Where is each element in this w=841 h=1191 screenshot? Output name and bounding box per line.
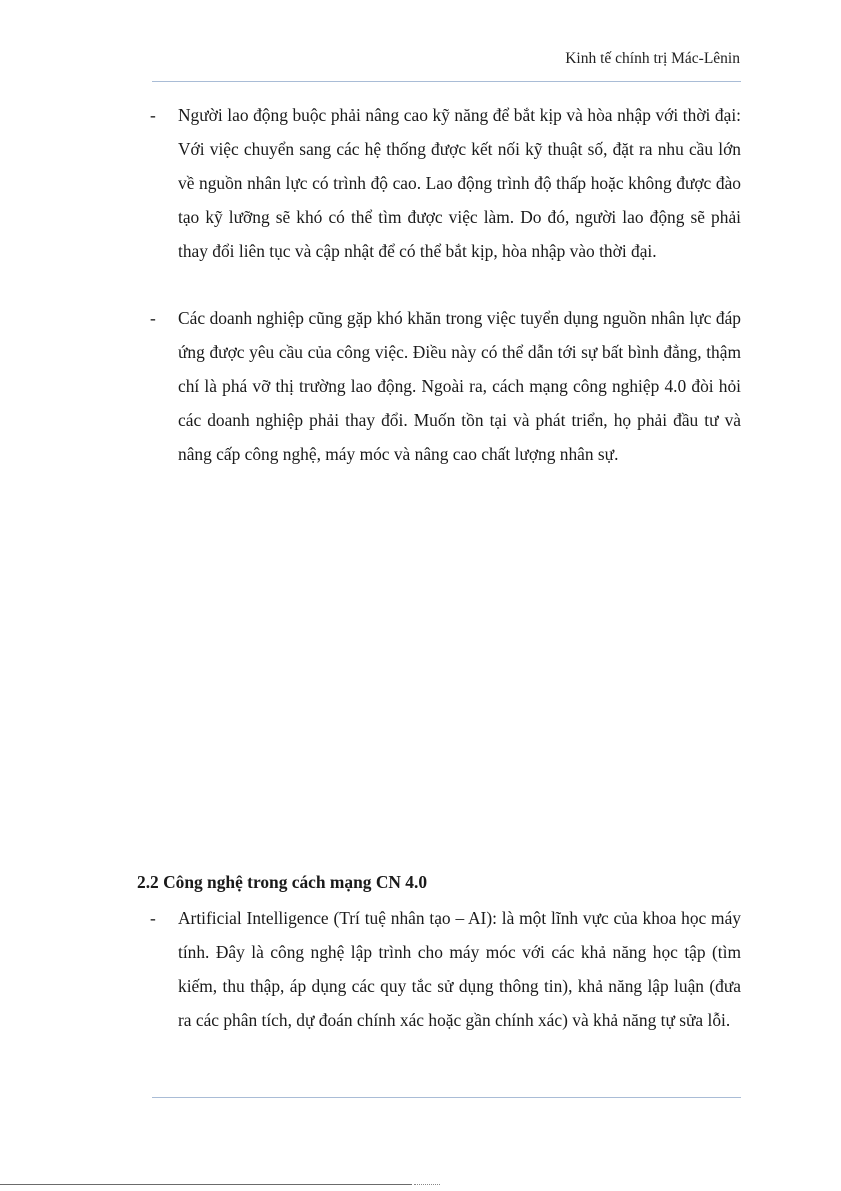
page-bottom-line xyxy=(0,1184,412,1185)
bullet-dash: - xyxy=(150,105,156,125)
header-title: Kinh tế chính trị Mác-Lênin xyxy=(565,50,740,67)
bullet-text: Các doanh nghiệp cũng gặp khó khăn trong việc tuyển dụng nguồn nhân lực đáp ứng được yêu cầu của công việc. Điều này có thể dẫn tới sự bất bình đẳng, thậm chí là phá vỡ thị trường lao động. Ngoài ra, cách mạng công nghiệp 4.0 đòi hỏi các doanh nghiệp phải thay đổi. Muốn tồn tại và phát triển, họ phải đầu tư và nâng cấp công nghệ, máy móc và nâng cao chất lượng nhân sự. xyxy=(178,308,741,464)
section-heading: 2.2 Công nghệ trong cách mạng CN 4.0 xyxy=(137,872,428,892)
footer-divider xyxy=(152,1097,741,1098)
bullet-text: Artificial Intelligence (Trí tuệ nhân tạo – AI): là một lĩnh vực của khoa học máy tính. Đây là công nghệ lập trình cho máy móc với các khả năng học tập (tìm kiếm, thu thập, áp dụng các quy tắc sử dụng thông tin), khả năng lập luận (đưa ra các phân tích, dự đoán chính xác hoặc gần chính xác) và khả năng tự sửa lỗi. xyxy=(178,908,741,1030)
list-item xyxy=(150,98,741,268)
bullet-dash: - xyxy=(150,908,156,928)
page-bottom-dots xyxy=(414,1184,440,1186)
header-divider xyxy=(152,81,741,82)
bullet-dash: - xyxy=(150,308,156,328)
list-item xyxy=(150,301,741,471)
list-item xyxy=(150,901,741,1037)
bullet-text: Người lao động buộc phải nâng cao kỹ năng để bắt kịp và hòa nhập với thời đại: Với việc chuyển sang các hệ thống được kết nối kỹ thuật số, đặt ra nhu cầu lớn về nguồn nhân lực có trình độ cao. Lao động trình độ thấp hoặc không được đào tạo kỹ lưỡng sẽ khó có thể tìm được việc làm. Do đó, người lao động sẽ phải thay đổi liên tục và cập nhật để có thể bắt kịp, hòa nhập vào thời đại. xyxy=(178,105,741,261)
